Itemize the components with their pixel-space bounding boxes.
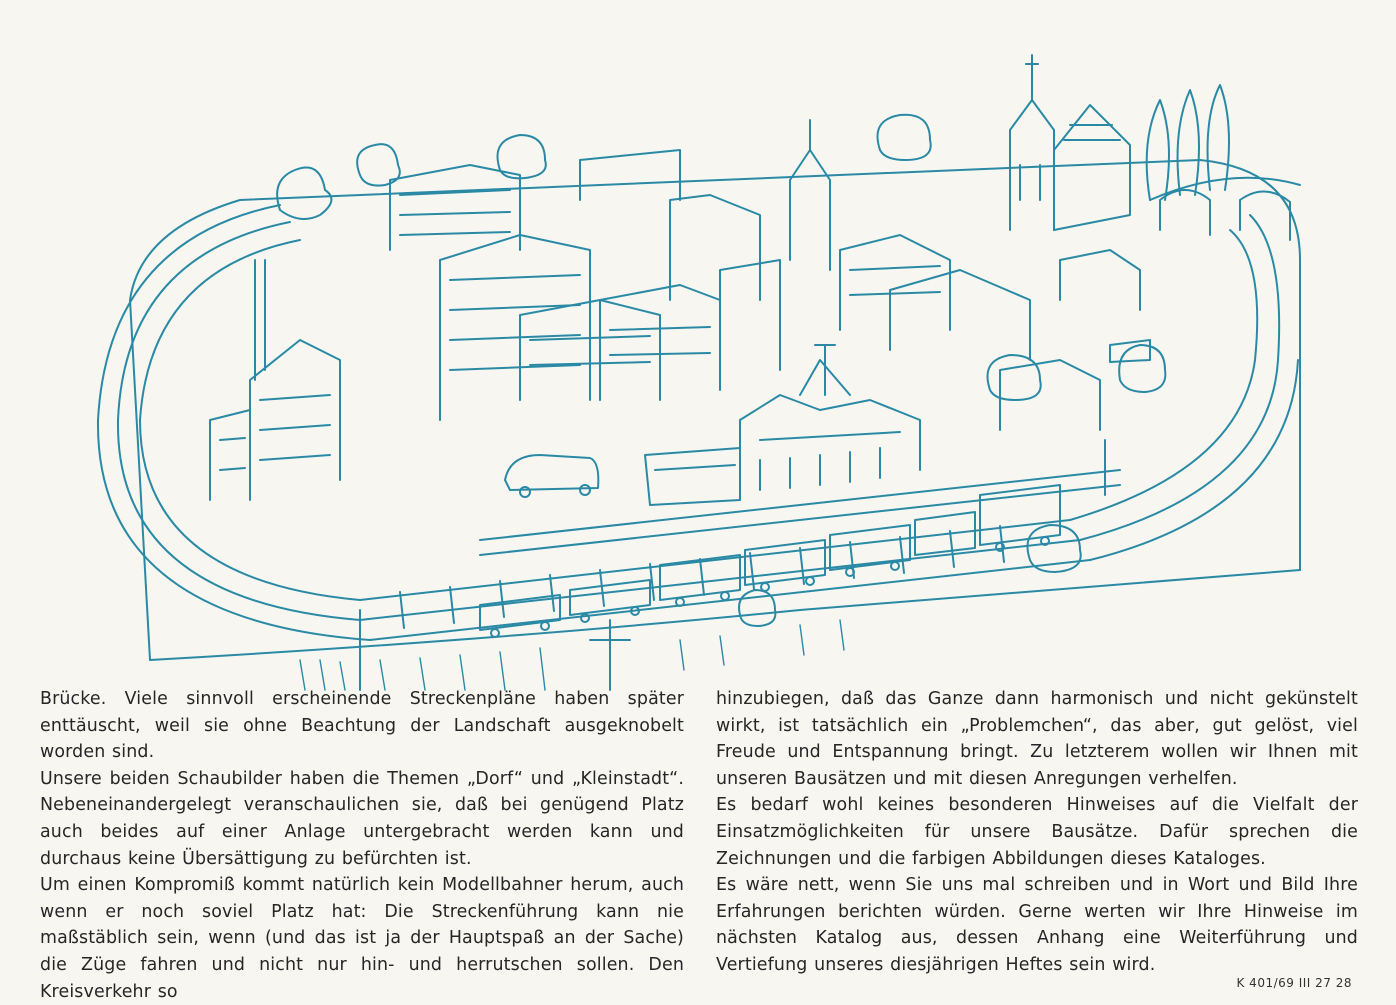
paragraph: Brücke. Viele sinnvoll erscheinende Streckenpläne haben später enttäuscht, weil sie ohne Beachtung der Landschaft ausgeknobelt worden sind. bbox=[40, 689, 684, 763]
paragraph: hinzubiegen, daß das Ganze dann harmonisch und nicht gekünstelt wirkt, ist tatsächlich ein „Problemchen“, das aber, gut gelöst, viel Freude und Entspannung bringt. Zu letzterem wollen wir Ihnen mit unseren Bausätzen und mit diesen Anregungen verhelfen. bbox=[716, 689, 1358, 789]
track-loop bbox=[98, 205, 1298, 640]
poplar-trees bbox=[1147, 85, 1229, 200]
catalog-code: K 401/69 III 27 28 bbox=[1236, 976, 1352, 990]
paragraph: Es bedarf wohl keines besonderen Hinweises auf die Vielfalt der Einsatzmöglichkeiten für unsere Bausätze. Dafür sprechen die Zeichnungen und die farbigen Abbildungen dieses Kataloges. bbox=[716, 795, 1358, 869]
baseboard-outline bbox=[130, 160, 1300, 660]
text-column-right bbox=[716, 686, 1358, 979]
railway-station bbox=[645, 360, 920, 505]
paragraph: Unsere beiden Schaubilder haben die Themen „Dorf“ und „Kleinstadt“. Nebeneinandergelegt veranschaulichen sie, daß bei genügend Platz auch beides auf einer Anlage untergebracht werden kann und durchaus keine Übersättigung zu befürchten ist. bbox=[40, 768, 684, 869]
village-houses bbox=[790, 120, 1140, 430]
paragraph: Um einen Kompromiß kommt natürlich kein Modellbahner herum, auch wenn er noch soviel Platz hat: Die Streckenführung kann nie maßstäblich sein, wenn (und das ist ja der Hauptspaß an der Sache) die Züge fahren und nicht nur hin- und herrutschen sollen. Den Kreisverkehr so bbox=[40, 875, 684, 1002]
paragraph: Es wäre nett, wenn Sie uns mal schreiben und in Wort und Bild Ihre Erfahrungen berichten würden. Gerne werten wir Ihre Hinweise im nächsten Katalog aus, dessen Anhang eine Weiterführung und Vertiefung unseres diesjährigen Heftes sein wird. bbox=[716, 875, 1358, 975]
church bbox=[1010, 55, 1130, 230]
trees bbox=[277, 115, 1165, 626]
factory bbox=[210, 260, 340, 500]
text-column-left bbox=[40, 686, 684, 1005]
